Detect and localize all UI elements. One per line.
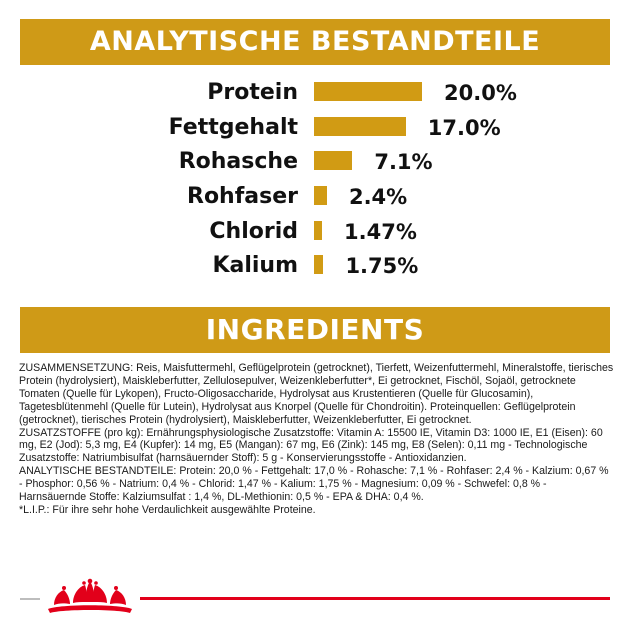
nutrient-value: 2.4% [348, 185, 408, 209]
royal-canin-crown-icon [40, 578, 140, 614]
nutrient-label: Kalium [212, 253, 298, 278]
nutrient-bar [314, 151, 352, 170]
analytics-title: ANALYTISCHE BESTANDTEILE [89, 26, 541, 57]
nutrient-label: Protein [207, 80, 298, 105]
lip-footnote: *L.I.P.: Für ihre sehr hohe Verdaulichkeit ausgewählte Proteine. [19, 503, 316, 516]
nutrient-row-protein [0, 78, 630, 108]
analytics-banner [20, 19, 610, 65]
nutrient-label: Rohfaser [187, 184, 298, 209]
nutrient-value: 1.47% [344, 220, 417, 244]
nutrient-bar [314, 82, 422, 101]
analytics-paragraph: ANALYTISCHE BESTANDTEILE: Protein: 20,0 % - Fettgehalt: 17,0 % - Rohasche: 7,1 % - Rohfaser: 2,4 % - Kalzium: 0,67 % - Phosphor: 0,56 % - Natrium: 0,4 % - Chlorid: 1,47 % - Kalium: 1,75 % - Magnesium: 0,09 % - Schwefel: 0,8 % - Harnsäuernde Stoffe: Kalziumsulfat : 1,4 %, DL-Methionin: 0,5 % - EPA & DHA: 0,4 %. [19, 465, 609, 504]
nutrient-bar [314, 255, 323, 274]
nutrient-bar [314, 221, 322, 240]
nutrient-value: 1.75% [345, 254, 419, 278]
composition-paragraph: ZUSAMMENSETZUNG: Reis, Maisfuttermehl, Geflügelprotein (getrocknet), Tierfett, Weizenfuttermehl, Mineralstoffe, tierisches Protein (hydrolysiert), Maiskleberfutter, Zellulosepulver, Weizenkleberfutter*, Ei getrocknet, Fischöl, Sojaöl, getrocknete Tomaten (Quelle für Lykopen), Fructo-Oligosaccharide, Hydrolysat aus Krustentieren (Quelle für Glucosamin), Tagetesblütenmehl (Quelle für Lutein), Hydrolysat aus Knorpel (Quelle für Chondroitin). Proteinquellen: Geflügelprotein (getrocknet), tierisches Protein (hydrolysiert), Maiskleberfutter, Weizenkleberfutter, Ei getrocknet. [19, 362, 614, 426]
nutrient-row-kalium [0, 251, 630, 281]
ingredients-banner [20, 307, 610, 353]
nutrient-label: Fettgehalt [168, 115, 298, 140]
nutrient-row-rohasche [0, 147, 630, 177]
nutrient-row-fettgehalt [0, 113, 630, 143]
nutrient-value: 20.0% [444, 81, 517, 105]
nutrient-label: Chlorid [209, 219, 298, 244]
footer-divider [20, 598, 40, 600]
nutrient-row-chlorid [0, 217, 630, 247]
nutrient-row-rohfaser [0, 182, 630, 212]
footer-divider-red [140, 597, 610, 600]
nutrient-value: 7.1% [374, 150, 433, 174]
nutrient-value: 17.0% [427, 116, 501, 140]
ingredients-title: INGREDIENTS [205, 313, 425, 346]
nutrient-bar [314, 186, 327, 205]
ingredients-text [19, 362, 615, 517]
additives-paragraph: ZUSATZSTOFFE (pro kg): Ernährungsphysiologische Zusatzstoffe: Vitamin A: 15500 IE, Vitamin D3: 1000 IE, E1 (Eisen): 60 mg, E2 (Jod): 5,3 mg, E4 (Kupfer): 14 mg, E5 (Mangan): 67 mg, E6 (Zink): 145 mg, E8 (Selen): 0,11 mg - Technologische Zusatzstoffe: Natriumbisulfat (harnsäuernder Stoff): 5 g - Konservierungsstoffe - Antioxidanzien. [19, 426, 603, 465]
nutrient-label: Rohasche [178, 149, 298, 174]
nutrient-bar [314, 117, 406, 136]
